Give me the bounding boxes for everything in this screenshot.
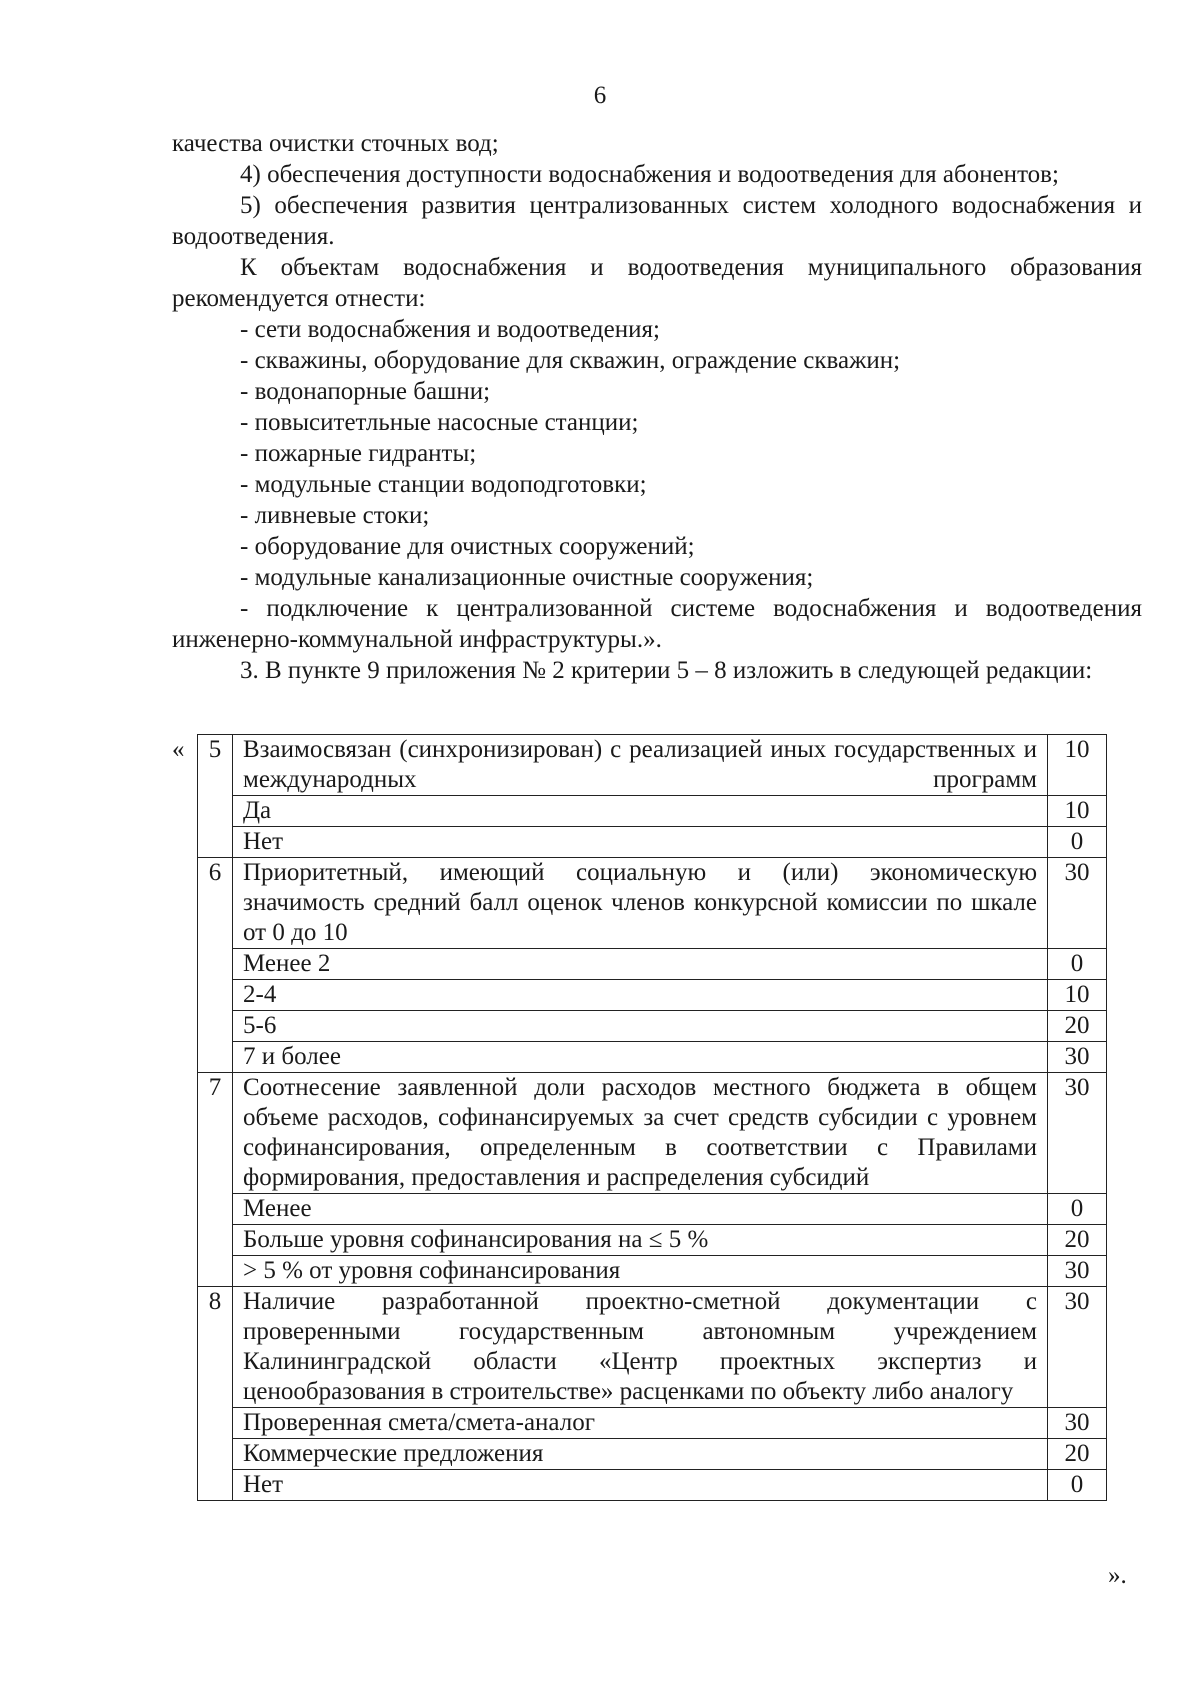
table-row xyxy=(198,1470,1107,1501)
list-item: - сети водоснабжения и водоотведения; xyxy=(240,316,660,343)
option-score: 30 xyxy=(1048,1042,1107,1073)
list-item: - подключение к централизованной системе водоснабжения и водоотведения инженерно-коммунальной инфраструктуры.». xyxy=(172,595,1142,653)
paragraph: 3. В пункте 9 приложения № 2 критерии 5 – 8 изложить в следующей редакции: xyxy=(240,657,1093,684)
table-row xyxy=(198,1073,1107,1194)
table-row xyxy=(198,1194,1107,1225)
table-row xyxy=(198,1225,1107,1256)
option-score: 10 xyxy=(1048,980,1107,1011)
table-row xyxy=(198,735,1107,796)
page-number: 6 xyxy=(593,82,607,109)
option-text: Больше уровня софинансирования на ≤ 5 % xyxy=(233,1225,1048,1256)
option-text: Нет xyxy=(233,827,1048,858)
criteria-table xyxy=(197,734,1107,1501)
table-row xyxy=(198,1011,1107,1042)
criterion-number: 7 xyxy=(198,1073,233,1194)
option-text: Проверенная смета/смета-аналог xyxy=(233,1408,1048,1439)
criterion-text: Наличие разработанной проектно-сметной документации с проверенными государственным автономным учреждением Калининградской области «Центр проектных экспертиз и ценообразования в строительстве» расценками по объекту либо аналогу xyxy=(233,1287,1048,1408)
closing-quote: ». xyxy=(1108,1562,1127,1589)
option-text: 2-4 xyxy=(233,980,1048,1011)
criterion-text: Соотнесение заявленной доли расходов местного бюджета в общем объеме расходов, софинансируемых за счет средств субсидии с уровнем софинансирования, определенным в соответствии с Правилами формирования, предоставления и распределения субсидий xyxy=(233,1073,1048,1194)
list-item: - повыситетльные насосные станции; xyxy=(240,409,639,436)
list-item: - водонапорные башни; xyxy=(240,378,491,405)
option-score: 0 xyxy=(1048,1470,1107,1501)
list-item: - ливневые стоки; xyxy=(240,502,430,529)
option-text: Менее 2 xyxy=(233,949,1048,980)
criterion-score: 30 xyxy=(1048,858,1107,949)
table-row xyxy=(198,1287,1107,1408)
option-text: > 5 % от уровня софинансирования xyxy=(233,1256,1048,1287)
table-row xyxy=(198,827,1107,858)
criterion-number: 6 xyxy=(198,858,233,949)
table-row xyxy=(198,1042,1107,1073)
table-row xyxy=(198,980,1107,1011)
paragraph: качества очистки сточных вод; xyxy=(172,130,499,157)
option-text: 7 и более xyxy=(233,1042,1048,1073)
opening-quote: « xyxy=(172,736,185,763)
table-row xyxy=(198,1439,1107,1470)
paragraph: К объектам водоснабжения и водоотведения муниципального образования рекомендуется отнести: xyxy=(172,254,1142,312)
table-row xyxy=(198,1256,1107,1287)
paragraph: 5) обеспечения развития централизованных систем холодного водоснабжения и водоотведения. xyxy=(172,192,1142,250)
option-score: 10 xyxy=(1048,796,1107,827)
option-text: Нет xyxy=(233,1470,1048,1501)
option-score: 20 xyxy=(1048,1439,1107,1470)
option-score: 0 xyxy=(1048,949,1107,980)
criterion-score: 10 xyxy=(1048,735,1107,796)
option-score: 0 xyxy=(1048,1194,1107,1225)
list-item: - пожарные гидранты; xyxy=(240,440,477,467)
option-text: Да xyxy=(233,796,1048,827)
option-score: 30 xyxy=(1048,1256,1107,1287)
criterion-score: 30 xyxy=(1048,1287,1107,1408)
list-item: - модульные канализационные очистные сооружения; xyxy=(240,564,814,591)
option-score: 30 xyxy=(1048,1408,1107,1439)
criterion-text: Взаимосвязан (синхронизирован) с реализацией иных государственных и международных программ xyxy=(233,735,1048,796)
table-row xyxy=(198,949,1107,980)
list-item: - скважины, оборудование для скважин, ограждение скважин; xyxy=(240,347,901,374)
table-row xyxy=(198,1408,1107,1439)
option-score: 0 xyxy=(1048,827,1107,858)
option-score: 20 xyxy=(1048,1225,1107,1256)
option-text: Менее xyxy=(233,1194,1048,1225)
list-item: - модульные станции водоподготовки; xyxy=(240,471,647,498)
paragraph: 4) обеспечения доступности водоснабжения и водоотведения для абонентов; xyxy=(240,161,1059,188)
criterion-number: 5 xyxy=(198,735,233,796)
option-score: 20 xyxy=(1048,1011,1107,1042)
table-row xyxy=(198,858,1107,949)
body-text xyxy=(172,128,1142,686)
criterion-score: 30 xyxy=(1048,1073,1107,1194)
criterion-text: Приоритетный, имеющий социальную и (или) экономическую значимость средний балл оценок членов конкурсной комиссии по шкале от 0 до 10 xyxy=(233,858,1048,949)
list-item: - оборудование для очистных сооружений; xyxy=(240,533,695,560)
option-text: Коммерческие предложения xyxy=(233,1439,1048,1470)
table-row xyxy=(198,796,1107,827)
criterion-number: 8 xyxy=(198,1287,233,1408)
option-text: 5-6 xyxy=(233,1011,1048,1042)
